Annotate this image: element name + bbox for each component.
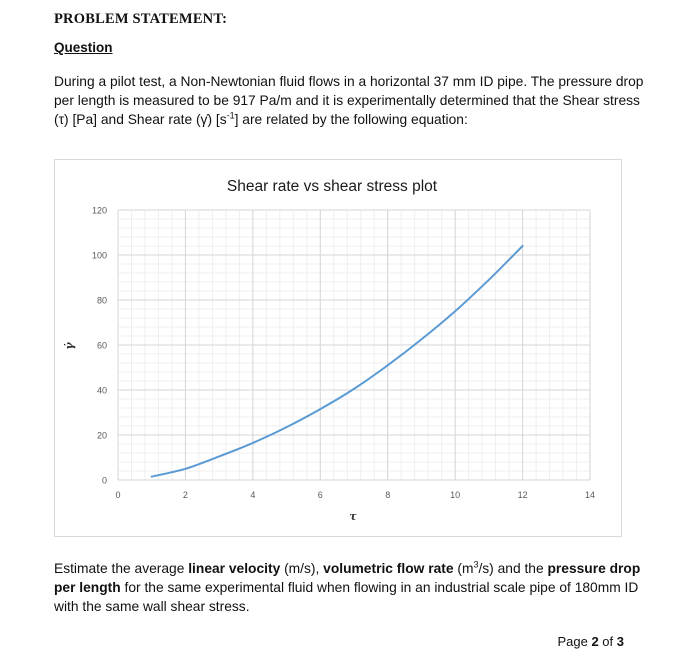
x-tick-label: 10 [450,490,461,500]
task-description [54,559,644,616]
x-tick-label: 12 [517,490,528,500]
y-tick-label: 120 [91,205,107,216]
problem-description-superscript: -1 [226,110,235,121]
y-tick-label: 0 [101,475,107,486]
task-text-1: Estimate the average [54,561,189,576]
x-tick-label: 2 [182,490,188,500]
task-text-2: (m/s), [280,561,324,576]
task-volumetric-flow-rate: volumetric flow rate [323,561,454,576]
problem-description-text: During a pilot test, a Non-Newtonian fluid flows in a horizontal 37 mm ID pipe. The pressure drop per length is measured to be 917 Pa/m and it is experimentally determined that the Shear stress (τ) [Pa] and Shear rate (γ̇) [s [54,74,644,127]
task-superscript: 3 [473,559,479,570]
page-number: 2 [591,634,599,649]
page-total: 3 [616,634,624,649]
task-text-4: /s) and the [478,561,548,576]
y-tick-label: 40 [96,385,107,396]
x-tick-label: 4 [250,490,256,500]
task-linear-velocity: linear velocity [188,561,281,576]
page-footer [557,634,624,649]
page-of: of [598,634,617,649]
y-axis-label: γ̇ [63,342,76,350]
task-pressure-drop: pressure drop per length [54,561,641,595]
shear-chart [54,159,622,537]
task-text-5: for the same experimental fluid when flowing in an industrial scale pipe of 180mm ID with the same wall shear stress. [54,580,639,614]
page-prefix: Page [557,634,592,649]
y-tick-label: 60 [96,340,107,351]
problem-statement-heading: PROBLEM STATEMENT: [54,11,228,27]
chart-title: Shear rate vs shear stress plot [226,178,438,195]
problem-description [54,72,644,129]
task-text-3: (m [453,561,474,576]
y-tick-label: 100 [91,250,107,261]
shear-rate-series-line [152,246,523,477]
y-tick-label: 20 [96,430,107,441]
y-tick-label: 80 [96,295,107,306]
question-subheading: Question [54,40,113,55]
x-tick-label: 14 [584,490,596,500]
x-tick-label: 6 [317,490,323,500]
x-tick-label: 8 [385,490,391,500]
problem-description-tail: ] are related by the following equation: [234,112,468,127]
x-axis-label: τ [349,510,357,523]
x-tick-label: 0 [115,490,121,500]
